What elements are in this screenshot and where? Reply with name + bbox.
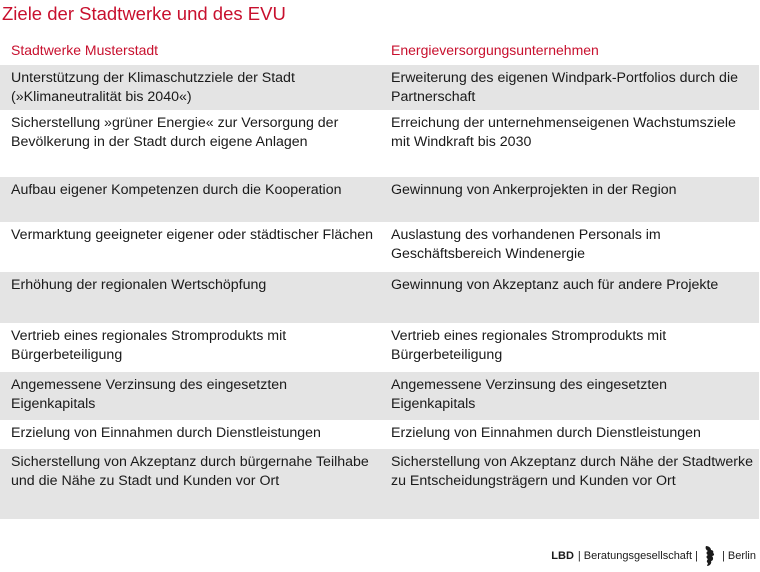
table-row [0,323,759,372]
bear-logo-icon [702,545,718,567]
table-cell: Erzielung von Einnahmen durch Dienstleistungen [391,425,701,441]
table-row [0,222,759,272]
table-cell: Auslastung des vorhandenen Personals im Geschäftsbereich Windenergie [391,227,661,262]
column-header-stadtwerke: Stadtwerke Musterstadt [11,41,159,58]
table-cell: Gewinnung von Ankerprojekten in der Region [391,182,677,198]
footer-company: | Beratungsgesellschaft | [577,550,698,562]
table-cell: Erweiterung des eigenen Windpark-Portfolios durch die Partnerschaft [391,70,738,105]
goals-table [0,34,759,519]
table-cell: Sicherstellung von Akzeptanz durch Nähe der Stadtwerke zu Entscheidungsträgern und Kunden vor Ort [391,454,753,489]
table-row [0,110,759,177]
table-cell: Vertrieb eines regionales Stromprodukts mit Bürgerbeteiligung [391,328,667,363]
table-cell: Erhöhung der regionalen Wertschöpfung [11,277,267,293]
footer-brand: LBD [551,550,574,562]
table-row [0,420,759,449]
table-cell: Angemessene Verzinsung des eingesetzten Eigenkapitals [11,377,288,412]
table-cell: Erzielung von Einnahmen durch Dienstleistungen [11,425,321,441]
table-cell: Gewinnung von Akzeptanz auch für andere Projekte [391,277,719,293]
footer [551,545,756,567]
page-title: Ziele der Stadtwerke und des EVU [2,3,286,24]
table-row [0,372,759,420]
table-cell: Sicherstellung von Akzeptanz durch bürgernahe Teilhabe und die Nähe zu Stadt und Kunden vor Ort [11,454,369,489]
table-cell: Unterstützung der Klimaschutzziele der Stadt (»Klimaneutralität bis 2040«) [11,70,295,105]
table-row [0,65,759,110]
footer-city: | Berlin [721,550,756,562]
table-cell: Erreichung der unternehmenseigenen Wachstumsziele mit Windkraft bis 2030 [391,115,736,150]
table-row [0,449,759,519]
table-row [0,272,759,323]
table-header [0,34,759,65]
table-cell: Angemessene Verzinsung des eingesetzten Eigenkapitals [391,377,668,412]
table-cell: Aufbau eigener Kompetenzen durch die Kooperation [11,182,342,198]
table-cell: Sicherstellung »grüner Energie« zur Versorgung der Bevölkerung in der Stadt durch eigene Anlagen [11,115,339,150]
table-cell: Vertrieb eines regionales Stromprodukts mit Bürgerbeteiligung [11,328,287,363]
table-cell: Vermarktung geeigneter eigener oder städtischer Flächen [11,227,373,243]
column-header-evu: Energieversorgungsunternehmen [391,41,599,58]
table-row [0,177,759,222]
